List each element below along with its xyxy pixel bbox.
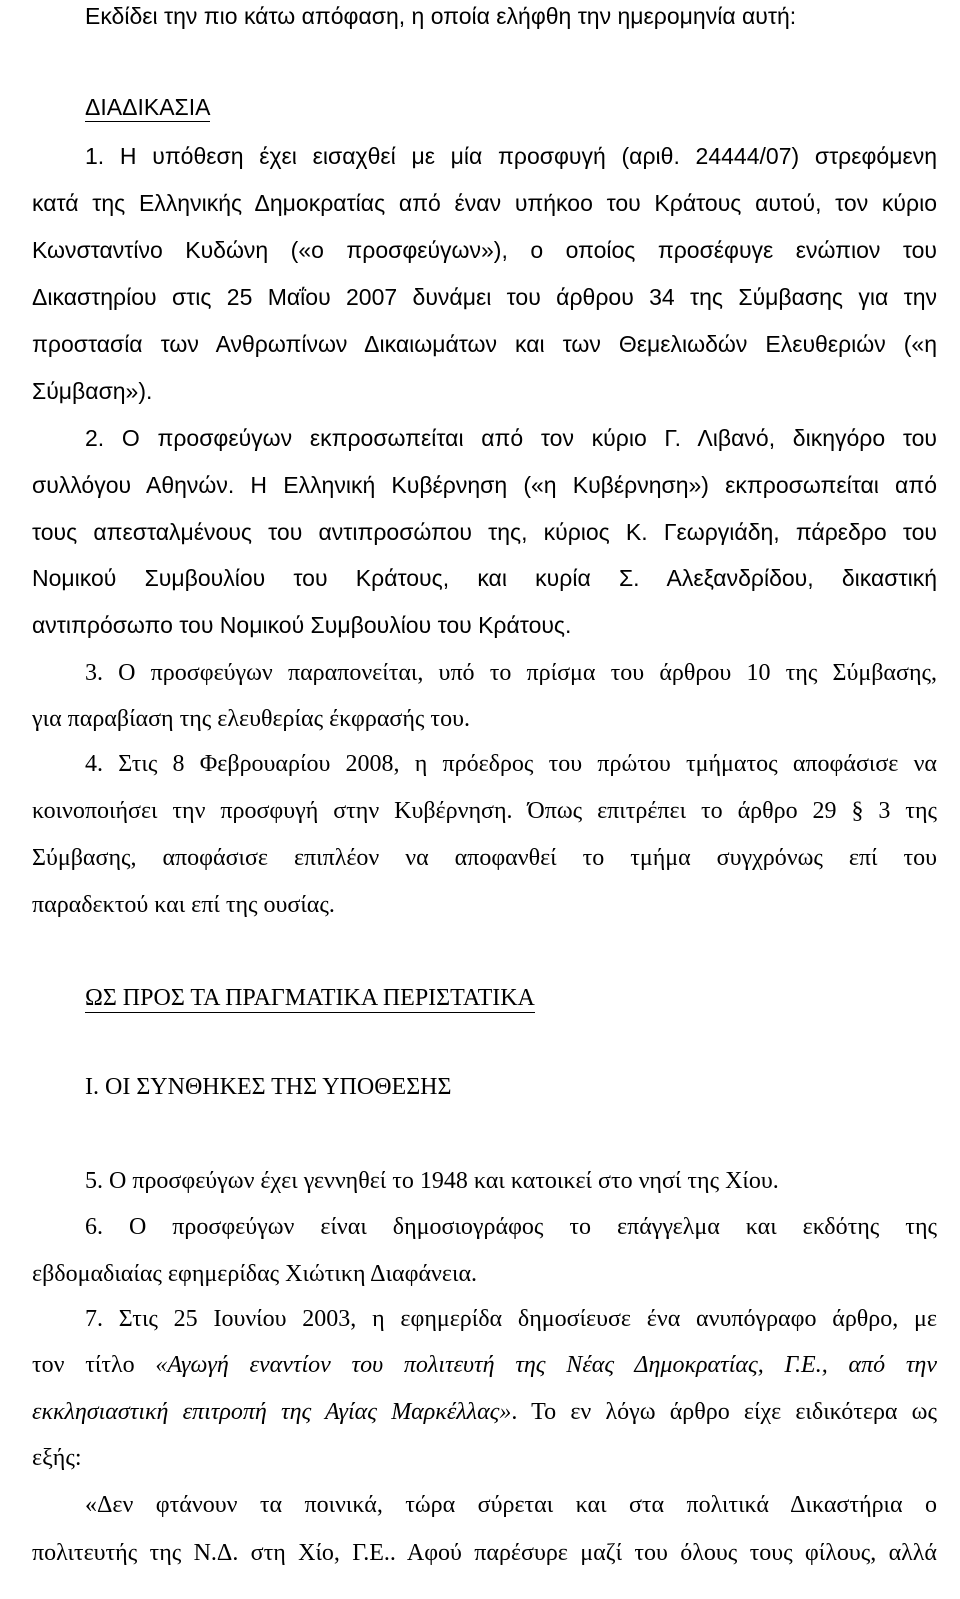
paragraph-2-line-4: Νομικού Συμβουλίου του Κράτους, και κυρία Σ. Αλεξανδρίδου, δικαστική: [32, 565, 937, 591]
procedure-heading-text: ΔΙΑΔΙΚΑΣΙΑ: [85, 94, 211, 120]
article-title-part-1: «Αγωγή εναντίον του πολιτευτή της Νέας Δημοκρατίας, Γ.Ε., από την: [155, 1352, 937, 1378]
paragraph-7-line-4: εξής:: [32, 1445, 82, 1471]
paragraph-7-line-3: [32, 1400, 937, 1424]
paragraph-2-line-1: 2. Ο προσφεύγων εκπροσωπείται από τον κύριο Γ. Λιβανό, δικηγόρο του: [85, 425, 937, 451]
paragraph-1-line-5: προστασία των Ανθρωπίνων Δικαιωμάτων και των Θεμελιωδών Ελευθεριών («η: [32, 331, 937, 357]
article-title-part-2: εκκλησιαστική επιτροπή της Αγίας Μαρκέλλας»: [32, 1399, 512, 1425]
paragraph-2-line-5: αντιπρόσωπο του Νομικού Συμβουλίου του Κράτους.: [32, 612, 572, 638]
paragraph-3-line-1: 3. Ο προσφεύγων παραπονείται, υπό το πρίσμα του άρθρου 10 της Σύμβασης,: [85, 660, 937, 686]
paragraph-1-line-2: κατά της Ελληνικής Δημοκρατίας από έναν υπήκοο του Κράτους αυτού, τον κύριο: [32, 190, 937, 216]
paragraph-4-line-1: 4. Στις 8 Φεβρουαρίου 2008, η πρόεδρος του πρώτου τμήματος αποφάσισε να: [85, 751, 937, 777]
paragraph-4-line-2: κοινοποιήσει την προσφυγή στην Κυβέρνηση. Όπως επιτρέπει το άρθρο 29 § 3 της: [32, 798, 937, 824]
circumstances-heading: I. ΟΙ ΣΥΝΘΗΚΕΣ ΤΗΣ ΥΠΟΘΕΣΗΣ: [85, 1074, 452, 1100]
paragraph-4-line-3: Σύμβασης, αποφάσισε επιπλέον να αποφανθεί το τμήμα συγχρόνως επί του: [32, 845, 937, 871]
paragraph-1-line-3: Κωνσταντίνο Κυδώνη («ο προσφεύγων»), ο οποίος προσέφυγε ενώπιον του: [32, 237, 937, 263]
paragraph-1-line-4: Δικαστηρίου στις 25 Μαΐου 2007 δυνάμει του άρθρου 34 της Σύμβασης για την: [32, 284, 937, 310]
quote-line-2: πολιτευτής της Ν.Δ. στη Χίο, Γ.Ε.. Αφού παρέσυρε μαζί του όλους τους φίλους, αλλά: [32, 1540, 937, 1566]
procedure-heading: [85, 96, 960, 119]
intro-line: Εκδίδει την πιο κάτω απόφαση, η οποία ελήφθη την ημερομηνία αυτή:: [85, 3, 797, 29]
paragraph-4-line-4: παραδεκτού και επί της ουσίας.: [32, 892, 335, 918]
paragraph-6-line-1: 6. Ο προσφεύγων είναι δημοσιογράφος το επάγγελμα και εκδότης της: [85, 1214, 937, 1240]
quote-line-1: «Δεν φτάνουν τα ποινικά, τώρα σύρεται και στα πολιτικά Δικαστήρια ο: [85, 1492, 937, 1518]
paragraph-2-line-3: τους απεσταλμένους του αντιπροσώπου της, κύριος Κ. Γεωργιάδη, πάρεδρο του: [32, 519, 937, 545]
paragraph-2-line-2: συλλόγου Αθηνών. Η Ελληνική Κυβέρνηση («η Κυβέρνηση») εκπροσωπείται από: [32, 472, 937, 498]
paragraph-3-line-2: για παραβίαση της ελευθερίας έκφρασής του.: [32, 706, 470, 732]
facts-heading-text: ΩΣ ΠΡΟΣ ΤΑ ΠΡΑΓΜΑΤΙΚΑ ΠΕΡΙΣΤΑΤΙΚΑ: [85, 985, 535, 1011]
paragraph-5: 5. Ο προσφεύγων έχει γεννηθεί το 1948 και κατοικεί στο νησί της Χίου.: [85, 1168, 779, 1194]
paragraph-1-line-1: 1. Η υπόθεση έχει εισαχθεί με μία προσφυγή (αριθ. 24444/07) στρεφόμενη: [85, 143, 937, 169]
paragraph-7-line-3-plain: . Το εν λόγω άρθρο είχε ειδικότερα ως: [511, 1399, 937, 1425]
facts-heading: [85, 986, 960, 1010]
paragraph-7-line-2-plain: τον τίτλο: [32, 1352, 156, 1378]
paragraph-7-line-2: [32, 1353, 937, 1377]
paragraph-6-line-2: εβδομαδιαίας εφημερίδας Χιώτικη Διαφάνεια.: [32, 1261, 478, 1287]
paragraph-1-line-6: Σύμβαση»).: [32, 378, 153, 404]
paragraph-7-line-1: 7. Στις 25 Ιουνίου 2003, η εφημερίδα δημοσίευσε ένα ανυπόγραφο άρθρο, με: [85, 1306, 937, 1332]
